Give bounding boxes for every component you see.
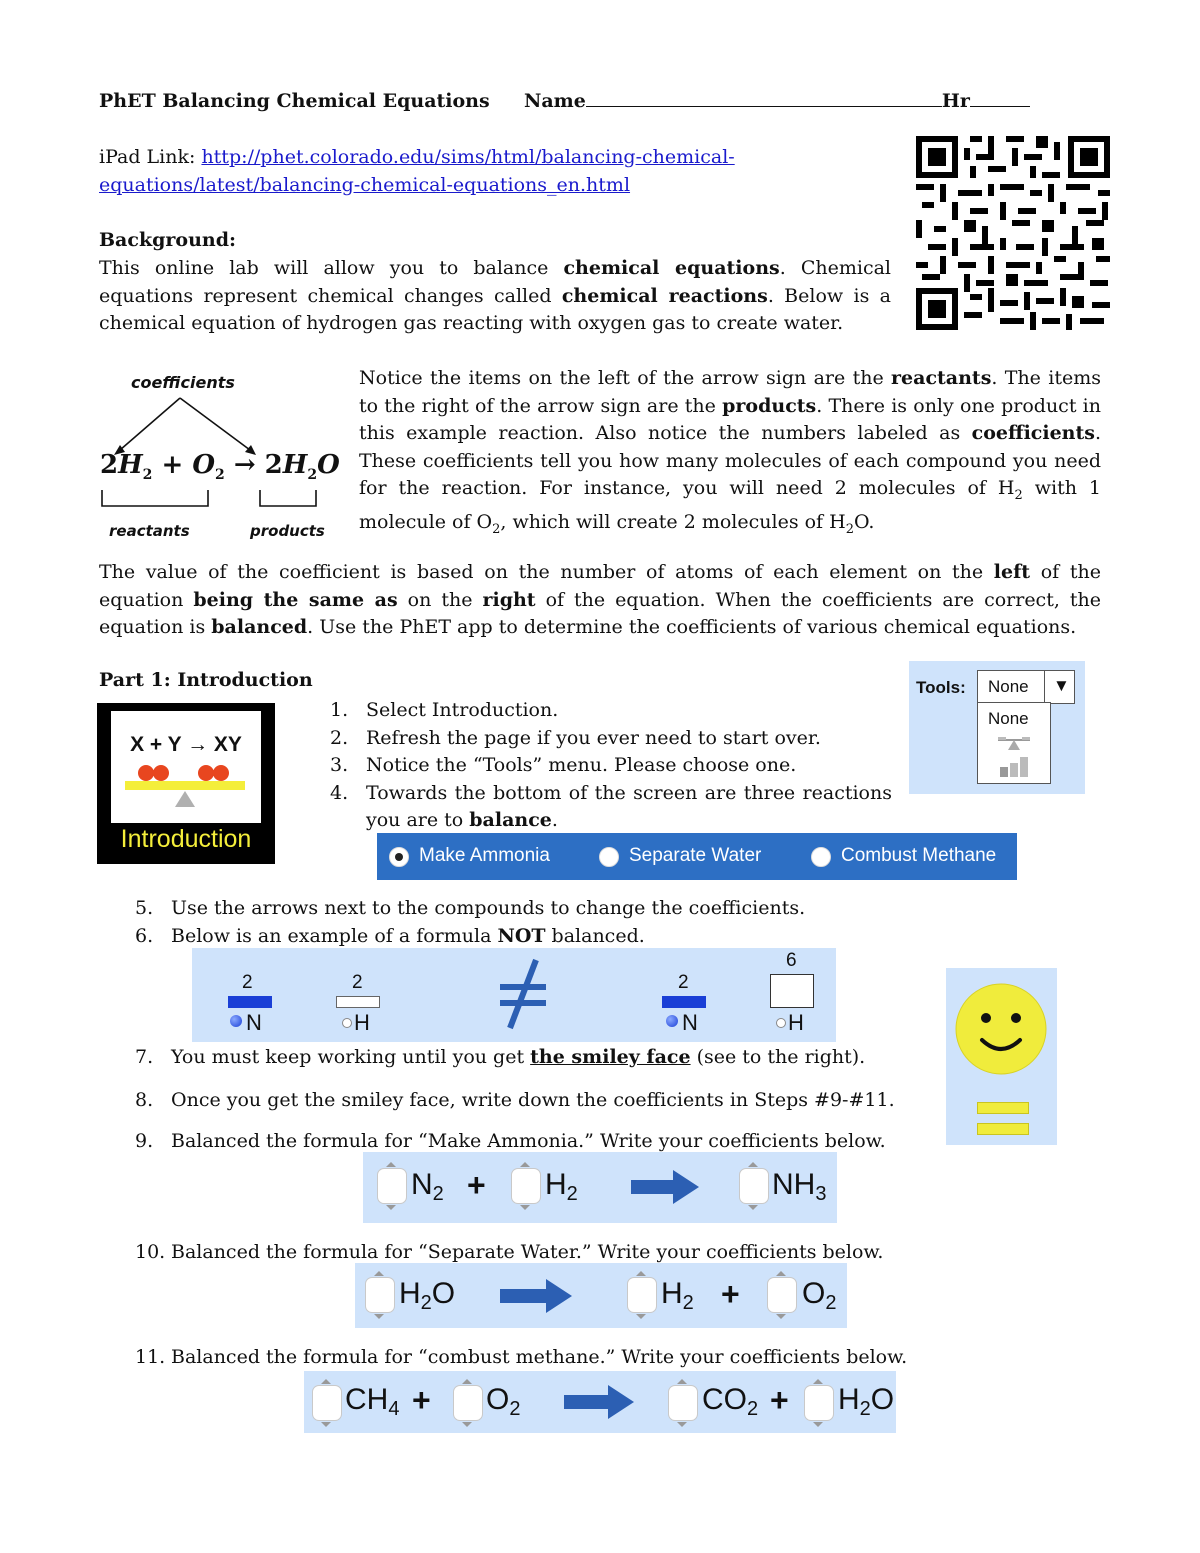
tools-dropdown[interactable] xyxy=(977,670,1075,704)
methane-equation xyxy=(304,1371,896,1433)
nitrogen-atom-icon xyxy=(230,1015,242,1027)
step-9: 9. Balanced the formula for “Make Ammonia.” Write your coefficients below. xyxy=(135,1130,886,1152)
right-n-bar xyxy=(662,996,706,1008)
right-h-count: 6 xyxy=(786,950,797,971)
nitrogen-atom-icon xyxy=(666,1015,678,1027)
ammonia-equation xyxy=(363,1152,837,1223)
reaction-arrow-icon xyxy=(564,1385,634,1419)
plus-sign: + xyxy=(770,1382,789,1418)
formula-h2: $H_2$ xyxy=(661,1277,694,1314)
notice-paragraph: Notice the items on the left of the arrow sign are the reactants. The items to the right of the arrow sign are the products. There is only one product in this example reaction. Also notice the numbers labeled as coefficients. These coefficients tell you how many molecules of each compound you need for the reaction. For instance, you will need 2 molecules of $H_2$ with 1 molecule of $O_2$, which will create 2 molecules of $H_2O$. xyxy=(359,367,1101,538)
formula-h2: $H_2$ xyxy=(545,1168,578,1205)
chevron-down-icon: ▼ xyxy=(1053,676,1070,695)
intro-card-equation: X + Y → XY xyxy=(130,733,242,756)
diagram-products-label: products xyxy=(250,522,325,540)
left-n-bar xyxy=(228,996,272,1008)
diagram-reactants-label: reactants xyxy=(109,522,190,540)
radio-label-separate-water[interactable]: Separate Water xyxy=(629,845,762,866)
formula-co2: $CO_2$ xyxy=(702,1383,759,1420)
diagram-coefficients-label: coefficients xyxy=(131,373,235,392)
coef-spinner-h2[interactable] xyxy=(511,1162,539,1202)
tools-panel xyxy=(909,661,1085,794)
formula-o2: $O_2$ xyxy=(802,1277,837,1314)
right-h-bar xyxy=(770,974,814,1008)
hydrogen-atom-icon xyxy=(342,1018,352,1028)
formula-h2o: $H_2O$ xyxy=(399,1277,456,1314)
equation-diagram xyxy=(98,368,338,548)
formula-ch4: $CH_4$ xyxy=(345,1383,400,1420)
right-n-label: N xyxy=(682,1010,698,1035)
plus-sign: + xyxy=(467,1167,486,1203)
coef-spinner-o2[interactable] xyxy=(767,1271,795,1311)
hydrogen-atom-icon xyxy=(776,1018,786,1028)
step-10: 10. Balanced the formula for “Separate Water.” Write your coefficients below. xyxy=(135,1241,884,1263)
radio-combust-methane[interactable] xyxy=(811,847,831,867)
balanced-bar-top xyxy=(977,1102,1029,1114)
value-paragraph: The value of the coefficient is based on the number of atoms of each element on the left of the equation being the same as on the right of the equation. When the coefficients are correct, the equation is balanced. Use the PhET app to determine the coefficients of various chemical equations. xyxy=(99,561,1101,638)
reaction-arrow-icon xyxy=(500,1279,572,1313)
right-h-label: H xyxy=(788,1010,804,1035)
part1-heading: Part 1: Introduction xyxy=(99,669,313,691)
intro-card-label: Introduction xyxy=(120,825,252,853)
plus-sign: + xyxy=(721,1276,740,1312)
coef-spinner-nh3[interactable] xyxy=(739,1162,767,1202)
introduction-card[interactable] xyxy=(97,703,275,864)
balanced-bar-bottom xyxy=(977,1123,1029,1135)
formula-o2: $O_2$ xyxy=(486,1383,521,1420)
unbalanced-example xyxy=(192,948,836,1042)
formula-nh3: $NH_3$ xyxy=(772,1168,827,1205)
page-title: PhET Balancing Chemical Equations xyxy=(99,90,490,112)
background-paragraph: This online lab will allow you to balance chemical equations. Chemical equations represent chemical changes called chemical reactions. Below is a chemical equation of hydrogen gas reacting with oxygen gas to create water. xyxy=(99,257,892,334)
steps-list-1 xyxy=(330,697,892,835)
step-8: 8. Once you get the smiley face, write down the coefficients in Steps #9-#11. xyxy=(135,1089,895,1111)
left-n-count: 2 xyxy=(242,972,253,993)
not-equal-icon xyxy=(496,956,550,1032)
list-item: 5. Use the arrows next to the compounds to change the coefficients. xyxy=(135,897,806,919)
ipad-link-block: iPad Link: http://phet.colorado.edu/sims/html/balancing-chemical- equations/latest/balancing-chemical-equations_en.html xyxy=(99,146,735,196)
radio-label-combust-methane[interactable]: Combust Methane xyxy=(841,845,997,866)
tools-option-none[interactable]: None xyxy=(988,709,1029,728)
balance-scale-icon xyxy=(121,763,251,813)
water-equation xyxy=(355,1263,847,1328)
tools-selected: None xyxy=(988,677,1029,696)
formula-h2o: $H_2O$ xyxy=(838,1383,895,1420)
tools-menu xyxy=(977,702,1051,784)
steps-list-2 xyxy=(135,895,935,950)
bar-chart-icon[interactable] xyxy=(998,755,1030,777)
qr-code-icon xyxy=(916,136,1110,330)
diagram-equation: $2H_2 + O_2 \to 2H_2O$ xyxy=(100,450,340,484)
step-7: 7. You must keep working until you get the smiley face (see to the right). xyxy=(135,1046,866,1068)
formula-n2: $N_2$ xyxy=(411,1168,444,1205)
smiley-face-icon xyxy=(954,982,1048,1076)
left-h-label: H xyxy=(354,1010,370,1035)
list-item: 1. Select Introduction. xyxy=(330,699,559,721)
right-n-count: 2 xyxy=(678,972,689,993)
coef-spinner-o2[interactable] xyxy=(453,1379,481,1419)
name-field[interactable]: Name Hr xyxy=(524,90,1030,112)
coef-spinner-ch4[interactable] xyxy=(312,1379,340,1419)
list-item: 2. Refresh the page if you ever need to start over. xyxy=(330,726,821,749)
radio-make-ammonia[interactable] xyxy=(389,847,409,867)
reaction-radio-bar xyxy=(377,833,1017,880)
coef-spinner-co2[interactable] xyxy=(668,1379,696,1419)
list-item: 4. Towards the bottom of the screen are three reactions you are to balance. xyxy=(330,781,892,831)
coef-spinner-n2[interactable] xyxy=(377,1162,405,1202)
radio-label-make-ammonia[interactable]: Make Ammonia xyxy=(419,845,550,866)
background-heading: Background: xyxy=(99,229,236,251)
plus-sign: + xyxy=(412,1382,431,1418)
ipad-link[interactable]: http://phet.colorado.edu/sims/html/balancing-chemical- xyxy=(201,146,735,168)
smiley-panel xyxy=(946,968,1057,1145)
left-h-bar xyxy=(336,996,380,1008)
left-n-label: N xyxy=(246,1010,262,1035)
list-item: 3. Notice the “Tools” menu. Please choose one. xyxy=(330,754,797,776)
radio-separate-water[interactable] xyxy=(599,847,619,867)
tools-label: Tools: xyxy=(916,678,966,697)
scale-icon[interactable] xyxy=(994,735,1034,751)
list-item: 6. Below is an example of a formula NOT balanced. xyxy=(135,924,645,947)
coef-spinner-h2[interactable] xyxy=(627,1271,655,1311)
coef-spinner-h2o[interactable] xyxy=(365,1271,393,1311)
left-h-count: 2 xyxy=(352,972,363,993)
step-11: 11. Balanced the formula for “combust methane.” Write your coefficients below. xyxy=(135,1346,908,1368)
ipad-link-cont[interactable]: equations/latest/balancing-chemical-equations_en.html xyxy=(99,173,631,196)
coef-spinner-h2o[interactable] xyxy=(804,1379,832,1419)
reaction-arrow-icon xyxy=(631,1170,699,1204)
